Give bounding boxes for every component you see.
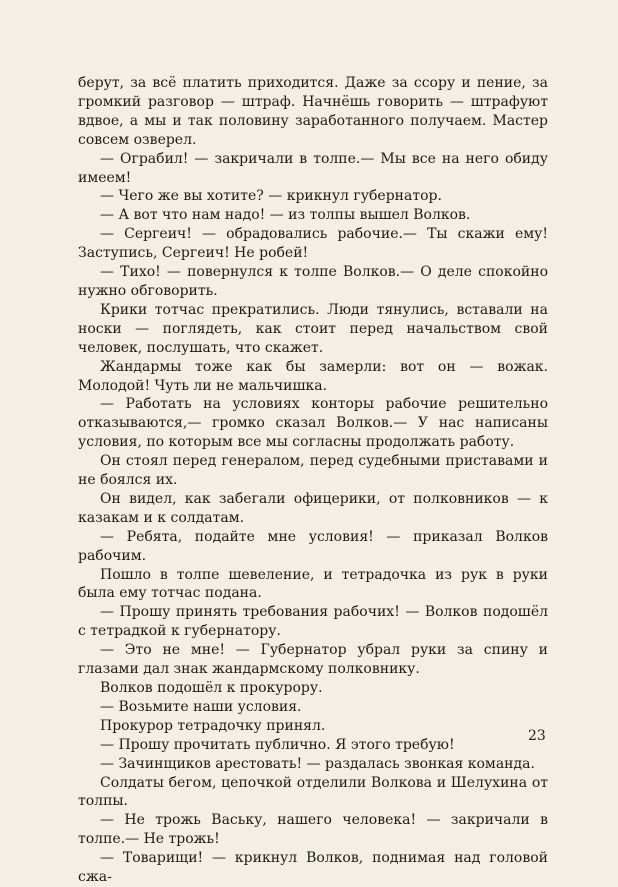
page-number: 23 bbox=[528, 728, 546, 744]
paragraph: Волков подошёл к прокурору. bbox=[100, 680, 323, 696]
paragraph: — Ограбил! — закричали в толпе.— Мы все на него обиду имеем! bbox=[78, 150, 548, 186]
paragraph: — Не трожь Ваську, нашего человека! — закричали в толпе.— Не трожь! bbox=[78, 812, 548, 848]
paragraph: — Возьмите наши условия. bbox=[100, 698, 302, 715]
paragraph: Он видел, как забегали офицерики, от полковников — к казакам и к солдатам. bbox=[78, 490, 548, 526]
paragraph: — Это не мне! — Губернатор убрал руки за спину и глазами дал знак жандармскому полковнику. bbox=[78, 642, 548, 678]
paragraph: — Товарищи! — крикнул Волков, поднимая над головой сжа- bbox=[78, 850, 548, 886]
paragraph: Пошло в толпе шевеление, и тетрадочка из рук в руки была ему тотчас подана. bbox=[78, 566, 548, 602]
paragraph: — Чего же вы хотите? — крикнул губернатор. bbox=[100, 188, 442, 205]
paragraph: — Прошу принять требования рабочих! — Волков подошёл с тетрадкой к губернатору. bbox=[78, 604, 548, 640]
paragraph: Он стоял перед генералом, перед судебными приставами и не боялся их. bbox=[78, 453, 548, 489]
paragraph: Жандармы тоже как бы замерли: вот он — вожак. Молодой! Чуть ли не мальчишка. bbox=[78, 358, 548, 394]
page-text bbox=[78, 74, 548, 887]
paragraph: — Сергеич! — обрадовались рабочие.— Ты скажи ему! Заступись, Сергеич! Не робей! bbox=[78, 226, 548, 262]
paragraph: — Ребята, подайте мне условия! — приказал Волков рабочим. bbox=[78, 528, 548, 564]
paragraph: — Работать на условиях конторы рабочие решительно отказываются,— громко сказал Волков.— У нас написаны условия, по которым все мы согласны продолжать работу. bbox=[78, 396, 548, 451]
paragraph: Прокурор тетрадочку принял. bbox=[100, 717, 326, 734]
paragraph: — Зачинщиков арестовать! — раздалась звонкая команда. bbox=[100, 755, 535, 772]
paragraph: — Тихо! — повернулся к толпе Волков.— О деле спокойно нужно обговорить. bbox=[78, 264, 548, 299]
paragraph: берут, за всё платить приходится. Даже за ссору и пение, за громкий разговор — штраф. Начнёшь говорить — штрафуют вдвое, а мы и так половину заработанного получаем. Мастер совсем озверел. bbox=[78, 75, 548, 148]
paragraph: — Прошу прочитать публично. Я этого требую! bbox=[100, 736, 455, 753]
paragraph: Солдаты бегом, цепочкой отделили Волкова и Шелухина от толпы. bbox=[78, 774, 548, 810]
paragraph: Крики тотчас прекратились. Люди тянулись, вставали на носки — поглядеть, как стоит перед начальством свой человек, послушать, что скажет. bbox=[78, 301, 548, 356]
paragraph: — А вот что нам надо! — из толпы вышел Волков. bbox=[100, 207, 471, 224]
